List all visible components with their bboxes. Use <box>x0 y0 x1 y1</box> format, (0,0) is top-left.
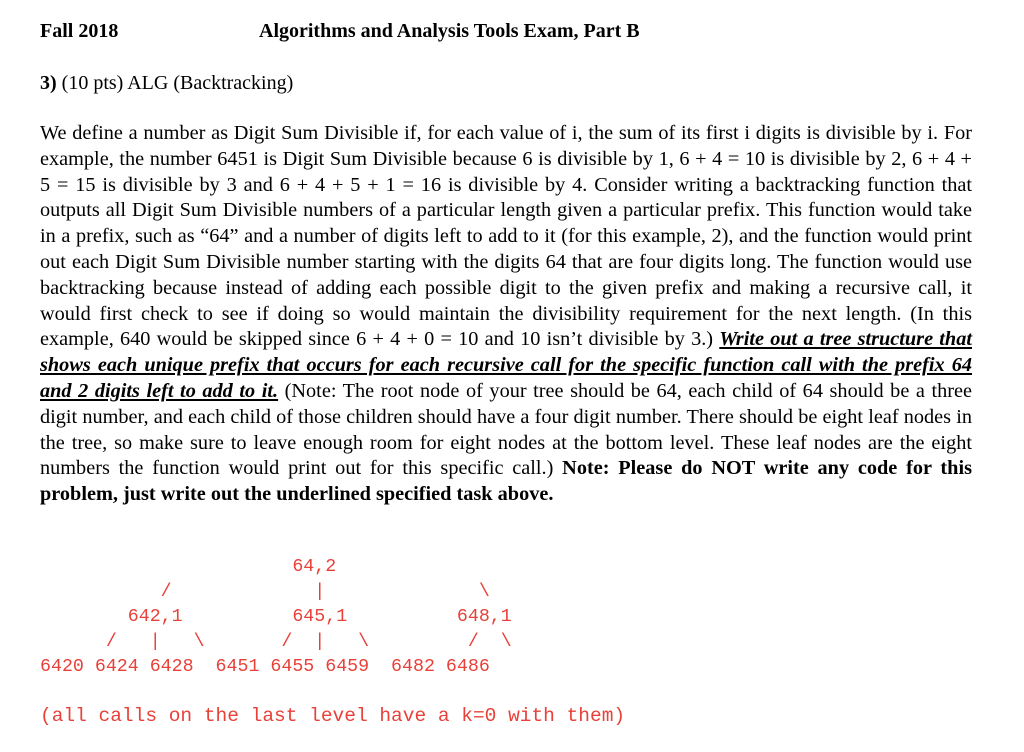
exam-term: Fall 2018 <box>40 20 119 42</box>
question-number: 3) <box>40 72 57 94</box>
exam-title: Algorithms and Analysis Tools Exam, Part B <box>259 20 640 42</box>
question-intro: We define a number as Digit Sum Divisible if, for each value of i, the sum of its first i digits is divisible by i. For example, the number 6451 is Digit Sum Divisible because 6 is divisible by 1, 6 + 4 = 10 is divisible by 2, 6 + 4 + 5 = 15 is divisible by 3 and 6 + 4 + 5 + 1 = 16 is divisible by 4. Consider writing a backtracking function that outputs all Digit Sum Divisible numbers of a particular length given a particular prefix. This function would take in a prefix, such as “64” and a number of digits left to add to it (for this example, 2), and the function would print out each Digit Sum Divisible number starting with the digits 64 that are four digits long. The function would use backtracking because instead of adding each possible digit to the given prefix and making a recursive call, it would first check to see if doing so would maintain the divisibility requirement for the next length. (In this example, 640 would be skipped since 6 + 4 + 0 = 10 and 10 isn’t divisible by 3.) <box>40 122 972 351</box>
task-instruction: Write out a tree structure that shows each unique prefix that occurs for each recursive call for the specific function call with the prefix 64 and 2 digits left to add to it. <box>40 328 972 402</box>
question-points-topic: (10 pts) ALG (Backtracking) <box>56 72 294 94</box>
task-note: (Note: The root node of your tree should be 64, each child of 64 should be a three digit number, and each child of those children should have a four digit number. There should be eight leaf nodes in the tree, so make sure to leave enough room for eight nodes at the bottom level. These leaf nodes are the eight numbers the function would print out for this specific call.) <box>40 379 972 480</box>
exam-header <box>40 20 980 48</box>
no-code-notice: Note: Please do NOT write any code for this problem, just write out the underlined specified task above. <box>40 457 972 506</box>
question-heading <box>40 72 293 95</box>
question-body <box>40 121 972 508</box>
answer-tree: 64,2 / | \ 642,1 645,1 648,1 / | \ / | \ / \ 6420 6424 6428 6451 6455 6459 6482 6486 <box>40 557 512 677</box>
answer-footnote: (all calls on the last level have a k=0 with them) <box>40 705 626 727</box>
